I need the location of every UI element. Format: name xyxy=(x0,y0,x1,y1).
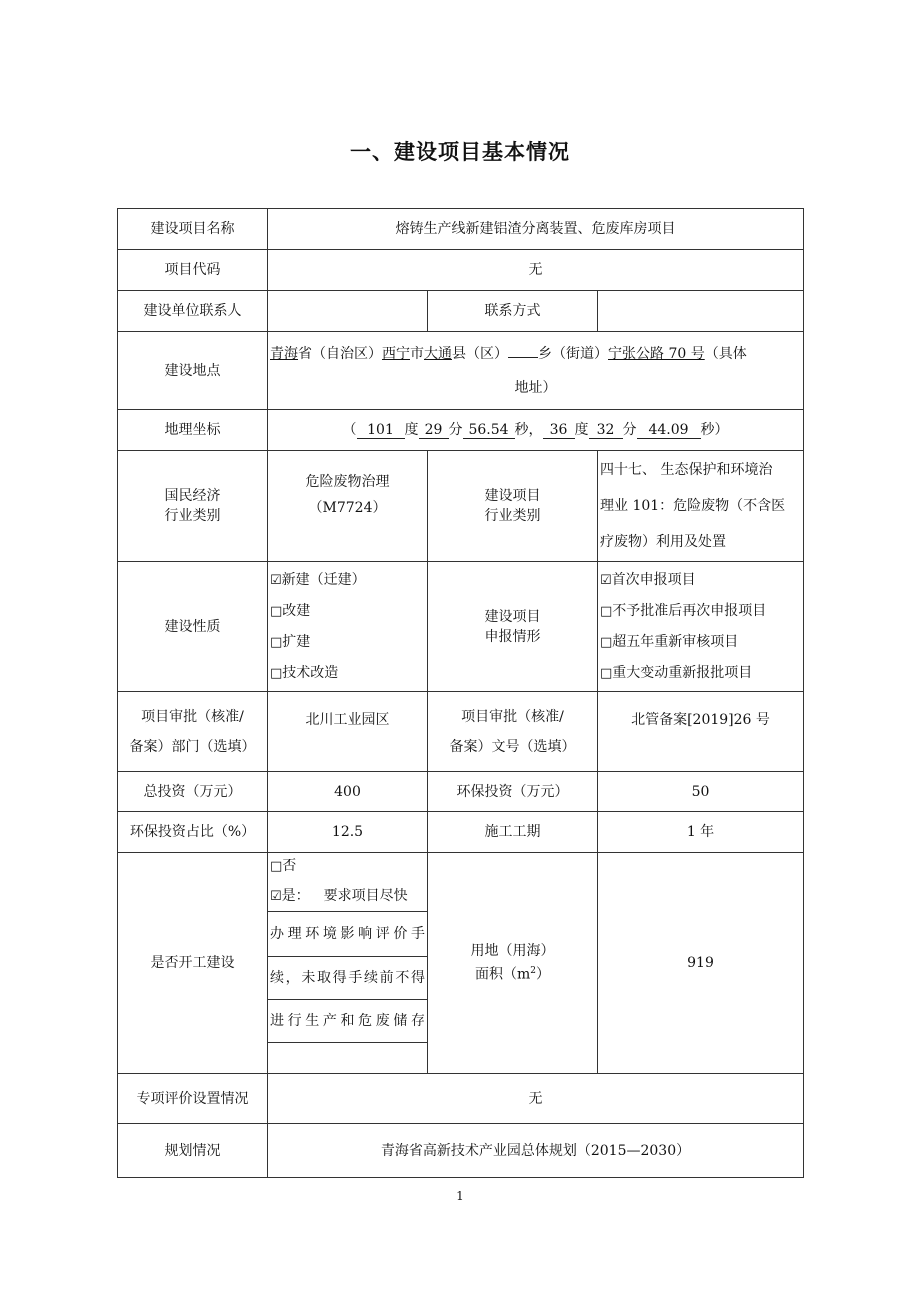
row-location xyxy=(118,332,804,410)
checkbox-icon: ☑ xyxy=(600,572,612,588)
loc-tail-1: （具体 xyxy=(704,345,747,362)
label-industry-1: 国民经济 xyxy=(164,488,221,504)
started-reason-1: 要求项目尽快 xyxy=(323,888,408,904)
checkbox-icon: □ xyxy=(270,859,283,874)
label-declaration-1: 建设项目 xyxy=(484,608,541,625)
row-industry xyxy=(118,451,804,562)
value-contact xyxy=(268,291,428,332)
value-coords xyxy=(268,410,804,451)
loc-county: 大通 xyxy=(424,345,452,362)
label-special-eval: 专项评价设置情况 xyxy=(118,1074,268,1124)
label-coords: 地理坐标 xyxy=(118,410,268,451)
row-approval xyxy=(118,692,804,772)
lon-min-unit: 分 xyxy=(448,422,463,438)
label-land-area-2: 面积$(m^2)$ xyxy=(474,966,550,983)
label-env-ratio: 环保投资占比（%） xyxy=(118,812,268,853)
value-planning: 青海省高新技术产业园总体规划（2015—2030） xyxy=(268,1124,804,1178)
value-industry-1: 危险废物治理 xyxy=(305,474,390,490)
option-no[interactable]: □否 xyxy=(270,858,297,874)
option-new-build[interactable]: ☑新建（迁建） xyxy=(270,571,366,588)
label-project-name: 建设项目名称 xyxy=(118,209,268,250)
value-approval-no: 北管备案[2019]26 号 xyxy=(598,692,804,772)
label-project-industry-1: 建设项目 xyxy=(484,488,541,504)
checkbox-icon: □ xyxy=(600,603,613,619)
value-industry xyxy=(268,451,428,562)
label-planning: 规划情况 xyxy=(118,1124,268,1178)
value-land-area: 919 xyxy=(598,853,804,1074)
value-project-industry xyxy=(598,451,804,562)
loc-county-suffix: 县（区） xyxy=(452,345,508,362)
option-major-change[interactable]: □重大变动重新报批项目 xyxy=(600,664,753,681)
label-total-investment: 总投资（万元） xyxy=(118,772,268,812)
row-coords xyxy=(118,410,804,451)
checkbox-icon: □ xyxy=(270,665,283,681)
row-started xyxy=(118,853,804,1074)
option-expand[interactable]: □扩建 xyxy=(270,633,311,650)
loc-road: 宁张公路 70 号 xyxy=(608,345,705,362)
coords-open: （ xyxy=(342,422,357,438)
row-nature xyxy=(118,562,804,692)
lon-deg-unit: 度 xyxy=(404,422,419,438)
label-industry-2: 行业类别 xyxy=(164,508,221,524)
value-project-name: 熔铸生产线新建铝渣分离装置、危废库房项目 xyxy=(268,209,804,250)
option-tech-upgrade[interactable]: □技术改造 xyxy=(270,664,339,681)
option-yes[interactable]: ☑是： 要求项目尽快 xyxy=(268,881,427,912)
row-project-name xyxy=(118,209,804,250)
lat-sec: 44.09 xyxy=(637,422,701,439)
checkbox-icon: □ xyxy=(600,665,613,681)
declaration-options xyxy=(598,562,804,692)
label-location: 建设地点 xyxy=(118,332,268,410)
lon-min: 29 xyxy=(419,422,449,439)
option-rebuild[interactable]: □改建 xyxy=(270,602,311,619)
lat-min: 32 xyxy=(589,422,623,439)
row-ratio xyxy=(118,812,804,853)
label-contact-method: 联系方式 xyxy=(428,291,598,332)
checkbox-icon: □ xyxy=(270,603,283,619)
row-project-code xyxy=(118,250,804,291)
lon-sec-unit: 秒， xyxy=(514,422,543,438)
label-project-industry xyxy=(428,451,598,562)
started-reason-3: 续，未取得手续前不得 xyxy=(268,957,427,1000)
label-approval-no: 项目审批（核准/ 备案）文号（选填） xyxy=(428,692,598,772)
loc-city-suffix: 市 xyxy=(410,345,424,362)
row-special-eval xyxy=(118,1074,804,1124)
nature-options xyxy=(268,562,428,692)
value-started xyxy=(268,853,428,1074)
checkbox-icon: □ xyxy=(600,634,613,650)
checkbox-icon: □ xyxy=(270,634,283,650)
checkbox-icon: ☑ xyxy=(270,889,282,904)
page-title: 一、建设项目基本情况 xyxy=(350,140,570,164)
lat-deg-unit: 度 xyxy=(574,422,589,438)
value-project-industry-3: 疗废物）利用及处置 xyxy=(600,534,726,550)
loc-province-suffix: 省（自治区） xyxy=(298,345,382,362)
value-special-eval: 无 xyxy=(268,1074,804,1124)
option-first-declaration[interactable]: ☑首次申报项目 xyxy=(600,571,696,588)
loc-province: 青海 xyxy=(270,345,298,362)
loc-city: 西宁 xyxy=(382,345,410,362)
value-project-industry-2: 理业 101：危险废物（不含医 xyxy=(600,498,786,514)
loc-township-suffix: 乡（街道） xyxy=(538,345,608,362)
value-project-industry-1: 四十七、 生态保护和环境治 xyxy=(600,462,773,478)
value-contact-method xyxy=(598,291,804,332)
value-env-ratio: 12.5 xyxy=(268,812,428,853)
loc-township xyxy=(508,357,538,358)
option-redeclaration[interactable]: □不予批准后再次申报项目 xyxy=(600,602,767,619)
label-land-area-1: 用地（用海） xyxy=(470,943,555,960)
label-construction-period: 施工工期 xyxy=(428,812,598,853)
label-env-investment: 环保投资（万元） xyxy=(428,772,598,812)
row-planning xyxy=(118,1124,804,1178)
label-contact: 建设单位联系人 xyxy=(118,291,268,332)
lat-deg: 36 xyxy=(543,422,575,439)
lat-sec-unit: 秒） xyxy=(700,422,729,438)
loc-tail-2: 地址） xyxy=(514,379,557,396)
option-five-year-review[interactable]: □超五年重新审核项目 xyxy=(600,633,739,650)
label-industry xyxy=(118,451,268,562)
label-project-code: 项目代码 xyxy=(118,250,268,291)
started-reason-4: 进行生产和危废储存 xyxy=(268,1000,427,1043)
label-declaration-2: 申报情形 xyxy=(484,628,541,645)
checkbox-icon: ☑ xyxy=(270,572,282,588)
value-approval-dept: 北川工业园区 xyxy=(268,692,428,772)
lon-sec: 56.54 xyxy=(463,422,515,439)
value-industry-2: （M7724） xyxy=(308,500,387,516)
value-location xyxy=(268,332,804,410)
row-investment xyxy=(118,772,804,812)
row-contact xyxy=(118,291,804,332)
started-reason-2: 办理环境影响评价手 xyxy=(268,912,427,957)
label-started: 是否开工建设 xyxy=(118,853,268,1074)
basic-info-table xyxy=(117,208,804,1178)
value-env-investment: 50 xyxy=(598,772,804,812)
label-approval-dept: 项目审批（核准/ 备案）部门（选填） xyxy=(118,692,268,772)
page-number: 1 xyxy=(456,1189,464,1203)
lon-deg: 101 xyxy=(357,422,405,439)
value-total-investment: 400 xyxy=(268,772,428,812)
label-nature: 建设性质 xyxy=(118,562,268,692)
label-project-industry-2: 行业类别 xyxy=(484,508,541,524)
lat-min-unit: 分 xyxy=(622,422,637,438)
value-construction-period: 1 年 xyxy=(598,812,804,853)
label-land-area xyxy=(428,853,598,1074)
value-project-code: 无 xyxy=(268,250,804,291)
label-declaration xyxy=(428,562,598,692)
